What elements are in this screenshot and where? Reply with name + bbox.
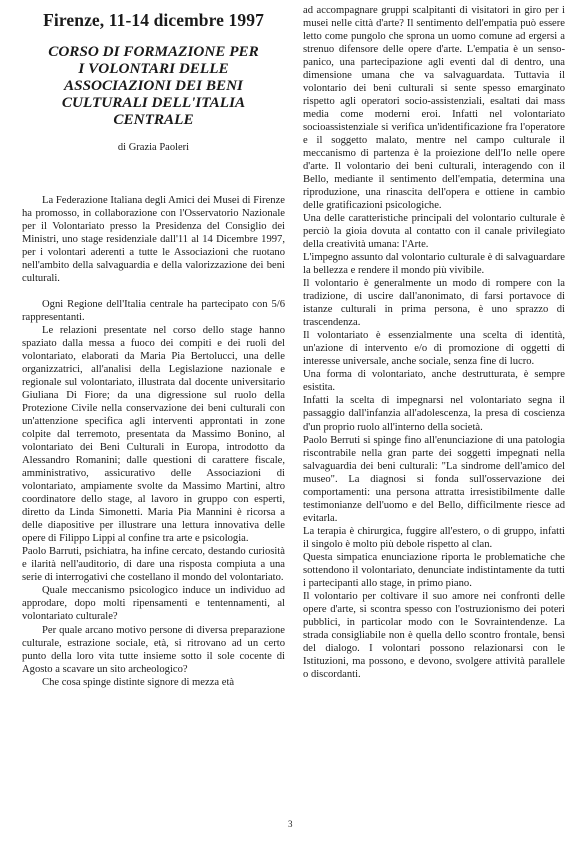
title-line: I VOLONTARI DELLE — [78, 60, 229, 77]
paragraph: Le relazioni presentate nel corso dello stage hanno spaziato dalla messa a fuoco dei compiti e dei ruoli del volontariato, elaborati da Maria Pia Bertolucci, una delle organizzatrici, all'analisi della Legislazione nazionale e regionale sul volontariato, illustrata dal docente universitario Giuliana Di Fiore; da una digressione sul ruolo della Protezione Civile nella conservazione dei beni culturali con un'attenzione specifica agli interventi approntati in zone colpite dal terremoto, presentata da Massimo Bonino, al volontariato dei Beni Culturali in Europa, introdotto da Alessandro Romanini; dalle questioni di carattere fiscale, amministrativo, assicurativo delle Associazioni di volontariato, ampiamente svolte da Massimo Martini, altro coordinatore dello stage, al lavoro in gruppo con esperti, diretto da Linda Simonetti. Maria Pia Mannini è ricorsa a delle diapositive per illustrare una lettura innovativa delle opere di Filippo Lippi al confine tra arte e psicologia. — [22, 325, 285, 545]
title-line: CENTRALE — [113, 111, 194, 128]
title-line: CULTURALI DELL'ITALIA — [61, 94, 246, 111]
paragraph: La Federazione Italiana degli Amici dei Musei di Firenze ha promosso, in collaborazione con l'Osservatorio Nazionale per il Volontariato presso la Presidenza del Consiglio dei Ministri, uno stage residenziale dall'11 al 14 Dicembre 1997, per i volontari aderenti a tutte le Associazioni che ruotano nell'ambito della salvaguardia e della valorizzazione dei beni culturali. — [22, 195, 285, 285]
paragraph: Una forma di volontariato, anche destrutturata, è sempre esistita. — [303, 369, 565, 394]
title-line: CORSO DI FORMAZIONE PER — [48, 43, 259, 60]
paragraph: Che cosa spinge distinte signore di mezza età — [42, 676, 235, 688]
paragraph: Paolo Barruti, psichiatra, ha infine cercato, destando curiosità e ilarità nell'auditorio, di dare una risposta compiuta a una serie di interrogativi che costellano il mondo del volontariato. — [22, 546, 285, 584]
author-byline: di Grazia Paoleri — [117, 142, 190, 153]
paragraph: Il volontario per coltivare il suo amore nei confronti delle opere d'arte, si scontra spesso con l'ostruzionismo dei poteri pubblici, in particolar modo con le Sovraintendenze. La strada consigliabile non è quella dello scontro frontale, bensì del dialogo. I volontari possono relazionarsi con le Istituzioni, ma possono, e devono, svolgere attività parallele o discordanti. — [303, 590, 565, 680]
right-column — [303, 4, 565, 681]
paragraph: La terapia è chirurgica, fuggire all'estero, o di gruppo, infatti il singolo è molto più debole rispetto al clan. — [303, 525, 565, 550]
paragraph: Ogni Regione dell'Italia centrale ha partecipato con 5/6 rappresentanti. — [22, 299, 285, 324]
dateline: Firenze, 11-14 dicembre 1997 — [43, 10, 264, 30]
paragraph: Questa simpatica enunciazione riporta le problematiche che sottendono il volontariato, denunciate indistintamente da tutti i partecipanti allo stage, in primo piano. — [303, 551, 565, 589]
left-body-text — [22, 194, 285, 689]
title-line: ASSOCIAZIONI DEI BENI — [64, 77, 243, 94]
page-number: 3 — [288, 819, 293, 829]
paragraph: Il volontariato è essenzialmente una scelta di identità, un'azione di intervento e/o di promozione di oggetti di interesse universale, anche sociale, senza fine di lucro. — [303, 330, 565, 368]
paragraph: Quale meccanismo psicologico induce un individuo ad approdare, dopo molti ripensamenti e tentennamenti, al volontariato culturale? — [22, 585, 285, 623]
paragraph: Per quale arcano motivo persone di diversa preparazione culturale, estrazione sociale, età, si ritrovano ad un certo punto della loro vita tutte insieme sotto il sole cocente di Agosto a scavare un sito archeologico? — [22, 624, 285, 675]
paragraph: Paolo Berruti si spinge fino all'enunciazione di una patologia riscontrabile nella gran parte dei soggetti impegnati nella salvaguardia dei beni culturali: "La sindrome dell'amico del museo". La diagnosi si fonda sull'osservazione dei comportamenti: una persona attratta irresistibilmente dalle testimonianze dell'uomo e del Bello, difficilmente riesce ad evitarla. — [303, 434, 565, 524]
left-column — [22, 10, 285, 689]
paragraph: Una delle caratteristiche principali del volontario culturale è perciò la gioia dovuta al contatto con il canale privilegiato della creatività umana: l'Arte. — [303, 213, 565, 251]
right-body-text — [303, 4, 565, 681]
paragraph: Infatti la scelta di impegnarsi nel volontariato segna il passaggio dall'infanzia all'adolescenza, la presa di coscienza d'un proprio ruolo all'interno della società. — [303, 395, 565, 433]
article-title — [22, 43, 285, 128]
paragraph: Il volontario è generalmente un modo di rompere con la tradizione, di uscire dall'anonimato, di farsi portavoce di istanze culturali in prima persona, è uno sprazzo di trascendenza. — [303, 278, 565, 329]
paragraph: ad accompagnare gruppi scalpitanti di visitatori in giro per i musei nelle città d'arte? Il sentimento dell'empatia può essere letto come pungolo che sprona un uomo comune ad ergersi a strenuo difensore delle opere d'arte. L'empatia è un senso-panico, una partecipazione agli eventi dal di dentro, una dimensione umana che va salvaguardata. Tuttavia il volontario dei beni culturali si sente spesso emarginato rispetto agli operatori socio-assistenziali, esaltati dai mass media come moderni eroi. Infatti nel volontariato socioassistenziale si verifica un'identificazione fra l'operatore e il soggetto malato, mentre nel campo culturale il meccanismo di partenza è la proiezione dell'Io nelle opere d'arte. Il volontario dei beni culturali, interagendo con il Bello, mediante il sentimento dell'empatia, determina una riproduzione, una rinascita dell'opera e ottiene in cambio delle gratificazioni psicologiche. — [303, 5, 565, 212]
paragraph: L'impegno assunto dal volontario culturale è di salvaguardare la bellezza e rendere il mondo più vivibile. — [303, 252, 565, 277]
